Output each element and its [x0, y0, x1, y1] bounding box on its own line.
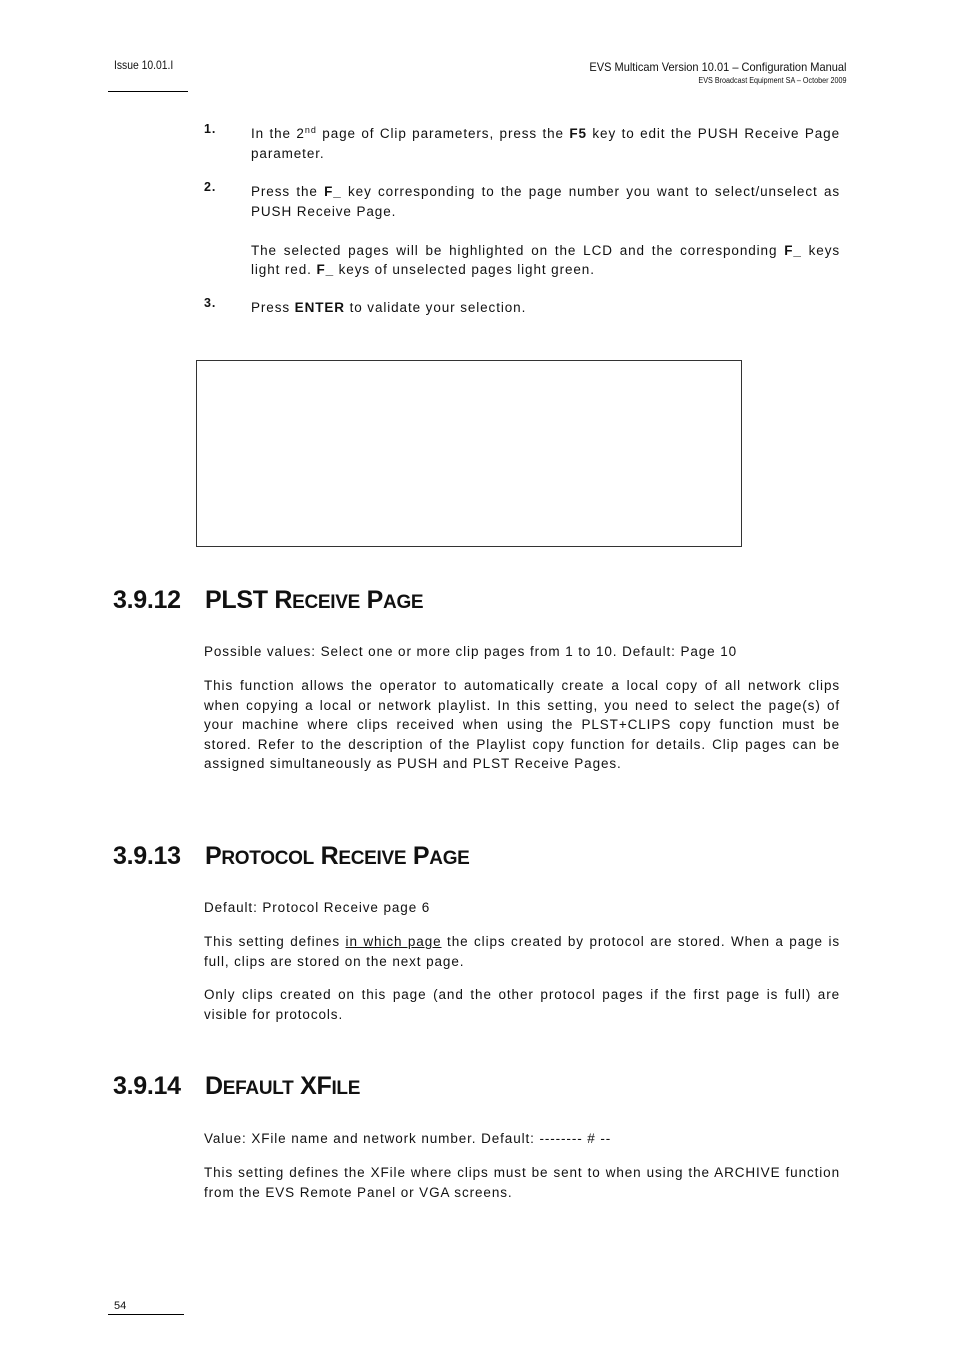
paragraph: [204, 932, 840, 971]
text-part: the clips created by protocol are stored. When a page is full, clips are stored on the next page.: [204, 934, 840, 969]
step-text-part: key to edit the PUSH Receive Page parameter.: [251, 126, 840, 161]
step-text-part: keys light red.: [251, 242, 840, 277]
heading-part: AGE: [383, 592, 424, 613]
heading-part: P: [406, 842, 430, 870]
paragraph: Only clips created on this page (and the other protocol pages if the first page is full) are visible for protocols.: [204, 987, 840, 1022]
heading-part: P: [360, 586, 384, 614]
key-label: F5: [569, 126, 587, 141]
step-text-part: The selected pages will be highlighted on the LCD and the corresponding: [251, 242, 785, 258]
paragraph: This function allows the operator to automatically create a local copy of all network clips when copying a local or network playlist. In this setting, you need to select the page(s) of your machine where clips received when using the PLST+CLIPS copy function must be stored. Refer to the description of the Playlist copy function for details. Clip pages can be assigned simultaneously as PUSH and PLST Receive Pages.: [204, 678, 840, 771]
step-number: 2.: [204, 180, 217, 194]
page-number: 54: [114, 1300, 127, 1312]
header-rule: [108, 91, 188, 92]
step-1: [204, 124, 840, 163]
step-text-part: keys of unselected pages light green.: [334, 262, 595, 277]
section-number: 3.9.12: [113, 586, 181, 614]
step-text-part: Press the: [251, 184, 325, 199]
header-issue: Issue 10.01.I: [114, 60, 174, 72]
step-number: 1.: [204, 122, 217, 136]
section-heading-3-9-13: [113, 842, 470, 871]
step-number: 3.: [204, 296, 217, 310]
heading-part: R: [313, 842, 339, 870]
heading-part: ECEIVE: [338, 848, 407, 869]
heading-part: ROTOCOL: [221, 848, 314, 869]
heading-part: P: [205, 842, 222, 870]
step-text-part: In the 2: [251, 126, 305, 141]
header-right: [567, 60, 847, 85]
key-label: F_: [324, 184, 342, 199]
header-subtitle: EVS Broadcast Equipment SA – October 2009: [697, 76, 846, 85]
heading-part: XF: [293, 1072, 332, 1100]
step-text-part: to validate your selection.: [344, 300, 527, 315]
heading-part: D: [205, 1072, 223, 1100]
section-number: 3.9.14: [113, 1072, 181, 1100]
heading-part: AGE: [429, 848, 470, 869]
step-note: [251, 241, 840, 280]
heading-part: EFAULT: [222, 1078, 294, 1099]
step-text: [251, 298, 840, 318]
footer-rule: [108, 1314, 184, 1315]
key-label: F_: [784, 242, 802, 258]
text-part: This setting defines: [204, 934, 346, 949]
step-text-part: key corresponding to the page number you want to select/unselect as PUSH Receive Page.: [251, 184, 841, 219]
heading-part: ILE: [331, 1078, 361, 1099]
key-label: F_: [316, 262, 334, 277]
step-text: [251, 124, 840, 163]
underlined-text: in which page: [345, 934, 442, 949]
key-label: ENTER: [294, 300, 345, 315]
paragraph: Default: Protocol Receive page 6: [204, 900, 431, 915]
header-title: EVS Multicam Version 10.01 – Configuration Manual: [588, 60, 846, 74]
heading-part: ECEIVE: [292, 592, 360, 613]
heading-part: PLST R: [205, 586, 293, 614]
step-text-part: Press: [251, 300, 295, 315]
screenshot-frame: [196, 360, 742, 547]
section-number: 3.9.13: [113, 842, 181, 870]
section-heading-3-9-14: [113, 1072, 360, 1101]
step-2: [204, 182, 840, 280]
section-heading-3-9-12: [113, 586, 423, 615]
step-3: [204, 298, 840, 318]
step-text: [251, 182, 840, 221]
paragraph: Value: XFile name and network number. Default: -------- # --: [204, 1131, 612, 1146]
step-text-part: page of Clip parameters, press the: [316, 126, 570, 141]
paragraph: This setting defines the XFile where clips must be sent to when using the ARCHIVE function from the EVS Remote Panel or VGA screens.: [204, 1165, 840, 1200]
superscript: nd: [304, 125, 317, 135]
paragraph: Possible values: Select one or more clip pages from 1 to 10. Default: Page 10: [204, 644, 738, 659]
